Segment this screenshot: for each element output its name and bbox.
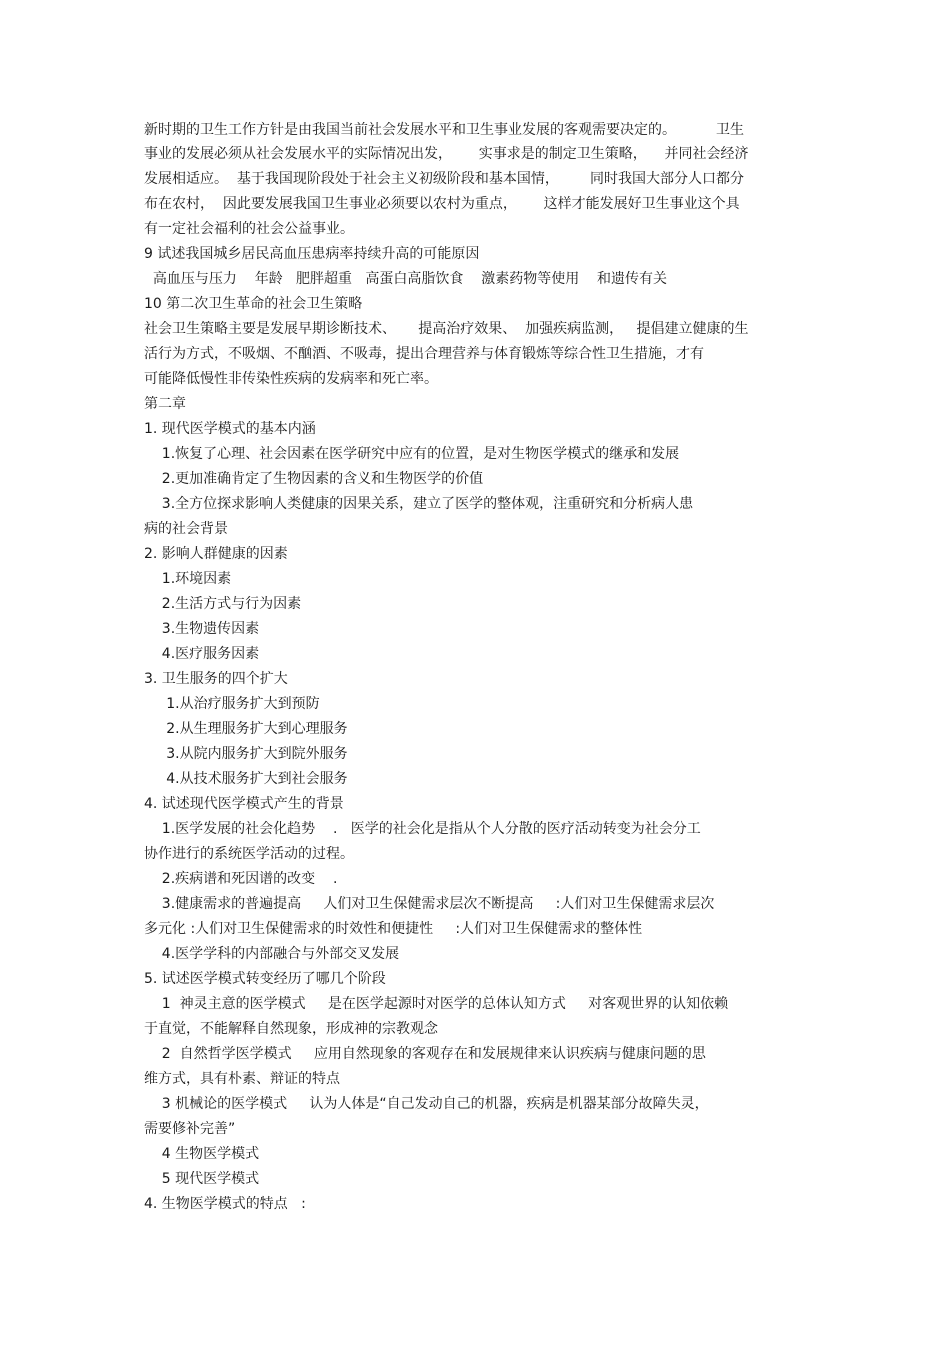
text-line: 2.更加准确肯定了生物因素的含义和生物医学的价值 [144, 471, 484, 487]
text-line: 新时期的卫生工作方针是由我国当前社会发展水平和卫生事业发展的客观需要决定的。 卫生 [144, 122, 745, 138]
text-line: 病的社会背景 [144, 521, 228, 537]
text-line: 9 试述我国城乡居民高血压患病率持续升高的可能原因 [144, 246, 480, 262]
text-line: 3.健康需求的普遍提高 人们对卫生保健需求层次不断提高 :人们对卫生保健需求层次 [144, 896, 715, 912]
text-line: 2 自然哲学医学模式 应用自然现象的客观存在和发展规律来认识疾病与健康问题的思 [144, 1046, 706, 1062]
text-line: 多元化 :人们对卫生保健需求的时效性和便捷性 :人们对卫生保健需求的整体性 [144, 921, 643, 937]
text-line: 4. 试述现代医学模式产生的背景 [144, 796, 344, 812]
text-line: 发展相适应。 基于我国现阶段处于社会主义初级阶段和基本国情， 同时我国大部分人口都分 [144, 171, 745, 187]
text-line: 3. 卫生服务的四个扩大 [144, 671, 288, 687]
text-line: 4. 生物医学模式的特点 : [144, 1196, 306, 1212]
text-line: 5. 试述医学模式转变经历了哪几个阶段 [144, 971, 386, 987]
text-line: 2. 影响人群健康的因素 [144, 546, 288, 562]
text-line: 1.环境因素 [144, 571, 232, 587]
text-line: 4 生物医学模式 [144, 1146, 260, 1162]
text-line: 3.生物遗传因素 [144, 621, 260, 637]
text-line: 高血压与压力 年龄 肥胖超重 高蛋白高脂饮食 激素药物等使用 和遗传有关 [144, 271, 668, 287]
text-line: 5 现代医学模式 [144, 1171, 260, 1187]
text-line: 2.从生理服务扩大到心理服务 [144, 721, 348, 737]
text-line: 于直觉，不能解释自然现象，形成神的宗教观念 [144, 1021, 438, 1037]
text-line: 1.医学发展的社会化趋势 . 医学的社会化是指从个人分散的医疗活动转变为社会分工 [144, 821, 701, 837]
text-line: 事业的发展必须从社会发展水平的实际情况出发， 实事求是的制定卫生策略， 并同社会经济 [144, 146, 749, 162]
text-line: 有一定社会福利的社会公益事业。 [144, 221, 354, 237]
text-line: 维方式，具有朴素、辩证的特点 [144, 1071, 340, 1087]
text-line: 3.从院内服务扩大到院外服务 [144, 746, 348, 762]
text-line: 10 第二次卫生革命的社会卫生策略 [144, 296, 363, 312]
text-line: 社会卫生策略主要是发展早期诊断技术、 提高治疗效果、 加强疾病监测， 提倡建立健康的生 [144, 321, 749, 337]
text-line: 4.从技术服务扩大到社会服务 [144, 771, 348, 787]
text-line: 可能降低慢性非传染性疾病的发病率和死亡率。 [144, 371, 438, 387]
text-line: 4.医疗服务因素 [144, 646, 260, 662]
text-line: 第二章 [144, 396, 186, 412]
text-line: 3.全方位探求影响人类健康的因果关系，建立了医学的整体观，注重研究和分析病人患 [144, 496, 694, 512]
text-line: 协作进行的系统医学活动的过程。 [144, 846, 354, 862]
text-line: 1.从治疗服务扩大到预防 [144, 696, 320, 712]
text-line: 2.生活方式与行为因素 [144, 596, 302, 612]
text-line: 1. 现代医学模式的基本内涵 [144, 421, 316, 437]
text-line: 布在农村， 因此要发展我国卫生事业必须要以农村为重点， 这样才能发展好卫生事业这个具 [144, 196, 740, 212]
text-line: 3 机械论的医学模式 认为人体是“自己发动自己的机器，疾病是机器某部分故障失灵， [144, 1096, 709, 1112]
text-line: 1 神灵主意的医学模式 是在医学起源时对医学的总体认知方式 对客观世界的认知依赖 [144, 996, 729, 1012]
text-line: 4.医学学科的内部融合与外部交叉发展 [144, 946, 400, 962]
text-line: 2.疾病谱和死因谱的改变 . [144, 871, 338, 887]
text-line: 需要修补完善” [144, 1121, 236, 1137]
text-line: 活行为方式，不吸烟、不酗酒、不吸毒，提出合理营养与体育锻炼等综合性卫生措施，才有 [144, 346, 704, 362]
text-line: 1.恢复了心理、社会因素在医学研究中应有的位置，是对生物医学模式的继承和发展 [144, 446, 680, 462]
